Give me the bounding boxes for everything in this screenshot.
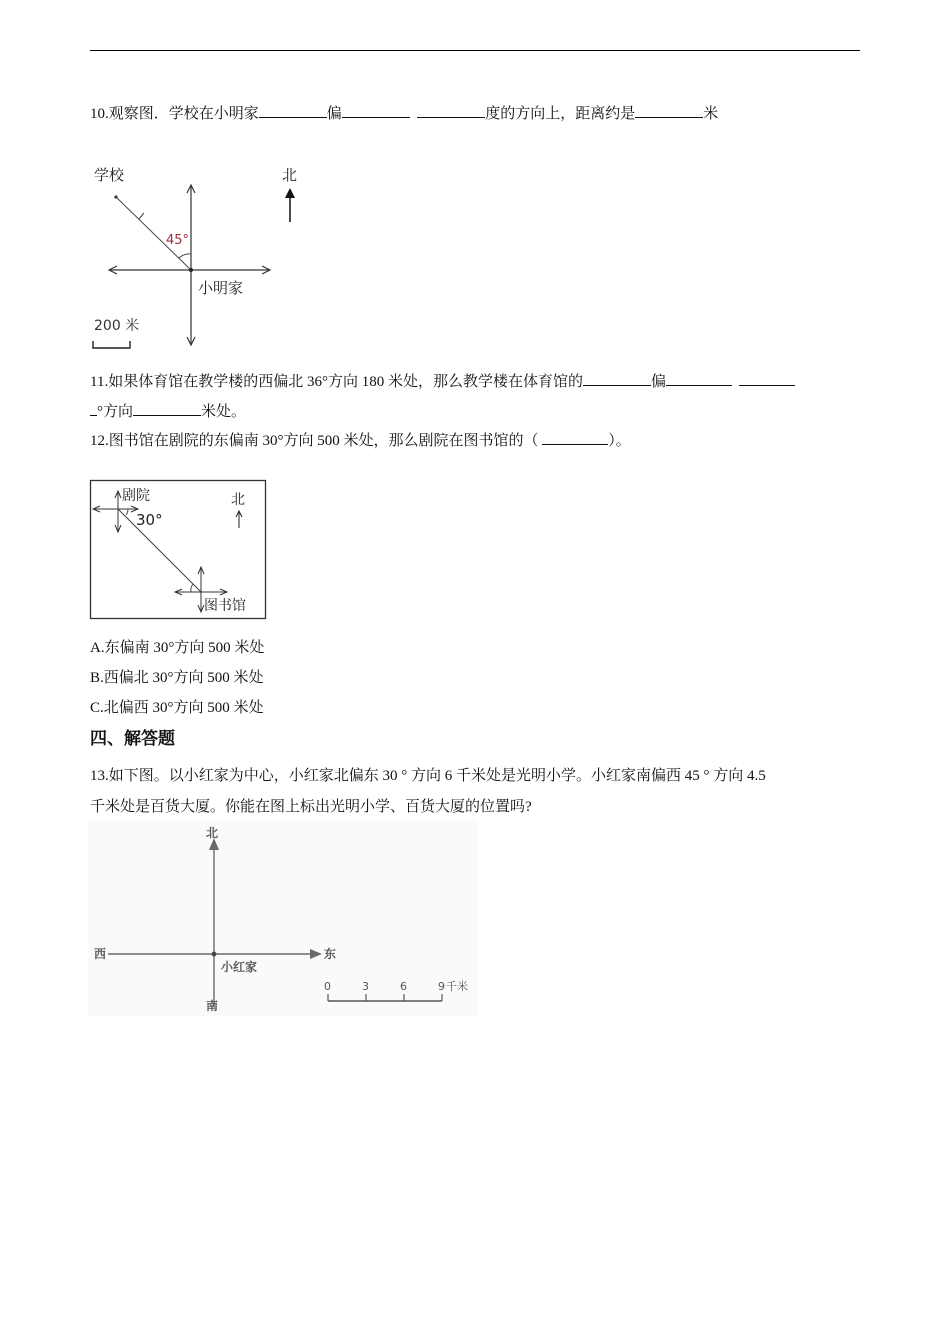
q12-figure [89,479,269,621]
q13-home-label: 小红家 [221,960,258,974]
q11-text-3: °方向 [97,404,133,420]
q12-angle-label: 30° [136,511,163,529]
q12-blank[interactable] [542,430,608,445]
q13-figure [88,820,488,1020]
q13-scale-label: 3 [362,980,369,993]
question-13-line-2: 千米处是百货大厦。你能在图上标出光明小学、百货大厦的位置吗? [90,799,532,815]
q11-blank-4[interactable] [133,401,201,416]
q13-scale-unit: 千米 [446,980,468,993]
q13-scale-label: 9 [438,980,445,993]
q12-library-label: 图书馆 [204,598,246,614]
q11-blank-3-cont[interactable] [90,401,97,416]
q11-text-1: 11.如果体育馆在教学楼的西偏北 36°方向 180 米处，那么教学楼在体育馆的 [90,374,583,390]
q12-text-1: 12.图书馆在剧院的东偏南 30°方向 500 米处，那么剧院在图书馆的（ [90,433,539,449]
q13-south-label: 南 [206,999,219,1013]
q11-text-4: 米处。 [201,404,247,420]
q12-option-a[interactable]: A.东偏南 30°方向 500 米处 [90,640,265,656]
q11-blank-2[interactable] [666,371,732,386]
q10-school-label: 学校 [94,166,125,184]
q11-blank-3[interactable] [739,371,795,386]
q10-north-label: 北 [282,166,298,184]
q10-scale-label: 200 米 [94,318,140,334]
q11-text-2: 偏 [650,374,666,390]
q12-option-c[interactable]: C.北偏西 30°方向 500 米处 [90,700,264,716]
q13-home-point [212,952,217,957]
q10-home-point [189,268,193,272]
section-heading: 四、解答题 [90,729,175,748]
q13-scale-label: 0 [324,980,331,993]
q12-north-label: 北 [231,492,245,508]
q13-scale-label: 6 [400,980,407,993]
q12-angle-arc [126,509,128,515]
question-11-line-1 [90,371,795,392]
q13-east-label: 东 [324,947,337,961]
q13-north-label: 北 [206,826,219,840]
q10-blank-3[interactable] [417,103,485,118]
q10-text-3: 度的方向上，距离约是 [485,106,636,122]
q12-text-2: ）。 [608,433,631,449]
q12-theater-label: 剧院 [122,488,150,504]
q11-blank-1[interactable] [583,371,651,386]
q10-blank-1[interactable] [259,103,327,118]
q10-angle-label: 45° [166,233,190,248]
north-arrow-icon [285,188,295,198]
question-10 [90,103,718,124]
q10-tick-mark [139,213,144,219]
header-rule [90,50,860,51]
q10-scale-bar [93,341,130,348]
question-12 [90,430,631,451]
q10-text-2: 偏 [326,106,342,122]
q13-faded-background [88,820,478,1016]
q12-option-b[interactable]: B.西偏北 30°方向 500 米处 [90,670,264,686]
q10-figure [88,158,308,353]
q10-text-4: 米 [703,106,719,122]
q13-west-label: 西 [94,947,107,961]
q10-angle-arc [179,254,191,258]
q10-blank-4[interactable] [635,103,703,118]
question-13-line-1: 13.如下图。以小红家为中心，小红家北偏东 30 ° 方向 6 千米处是光明小学。小红家南偏西 45 ° 方向 4.5 [90,768,766,784]
q10-home-label: 小明家 [198,279,244,297]
question-11-line-2 [90,401,246,422]
q10-blank-2[interactable] [342,103,410,118]
q12-library-angle-arc [191,584,193,592]
q10-text-1: 10.观察图．学校在小明家 [90,106,259,122]
